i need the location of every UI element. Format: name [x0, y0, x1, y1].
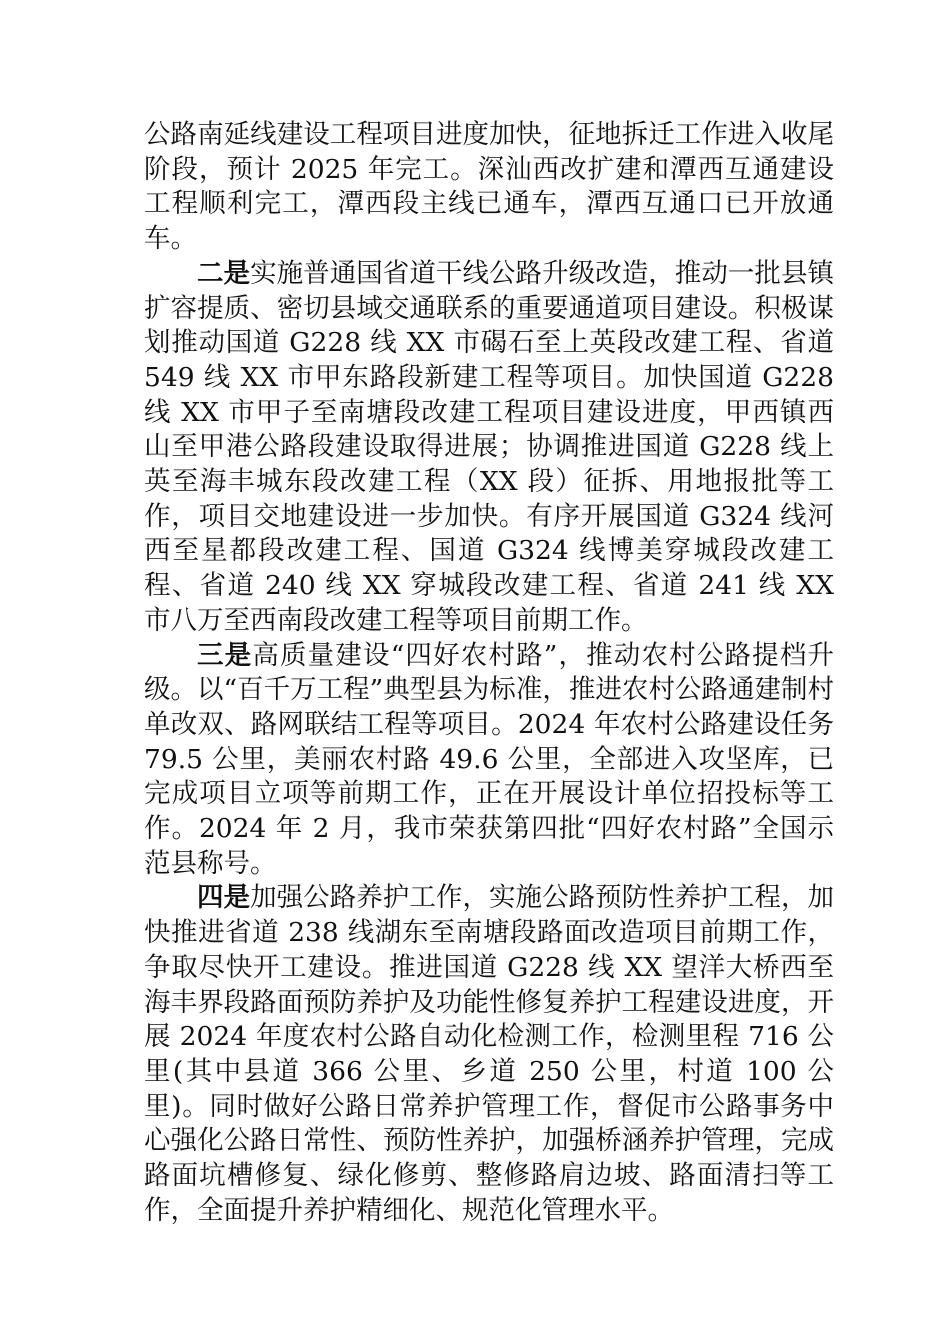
paragraph-text: 高质量建设“四好农村路”，推动农村公路提档升级。以“百千万工程”典型县为标准，推进农村公路通建制村单改双、路网联结工程等项目。2024 年农村公路建设任务 79.5 公里，美丽农村路 49.6 公里，全部进入攻坚库，已完成项目立项等前期工作，正在开展设计单位招投标等工作。2024 年 2 月，我市荣获第四批“四好农村路”全国示范县称号。: [144, 639, 834, 879]
paragraph-item-3: [144, 639, 834, 882]
paragraph-text: 加强公路养护工作，实施公路预防性养护工程，加快推进省道 238 线湖东至南塘段路面改造项目前期工作，争取尽快开工建设。推进国道 G228 线 XX 望洋大桥西至海丰界段路面预防养护及功能性修复养护工程建设进度，开展 2024 年度农村公路自动化检测工作，检测里程 716 公里(其中县道 366 公里、乡道 250 公里，村道 100 公里)。同时做好公路日常养护管理工作，督促市公路事务中心强化公路日常性、预防性养护，加强桥涵养护管理，完成路面坑槽修复、绿化修剪、整修路肩边坡、路面清扫等工作，全面提升养护精细化、规范化管理水平。: [144, 882, 835, 1226]
paragraph-lead: 三是: [197, 639, 253, 671]
paragraph-continuation: [144, 118, 834, 257]
paragraph-lead: 二是: [197, 257, 251, 289]
document-body: [144, 118, 834, 1229]
paragraph-lead: 四是: [197, 882, 251, 914]
paragraph-item-4: [144, 881, 834, 1228]
paragraph-text: 实施普通国省道干线公路升级改造，推动一批县镇扩容提质、密切县域交通联系的重要通道项目建设。积极谋划推动国道 G228 线 XX 市碣石至上英段改建工程、省道 549 线 XX 市甲东路段新建工程等项目。加快国道 G228 线 XX 市甲子至南塘段改建工程项目建设进度，甲西镇西山至甲港公路段建设取得进展；协调推进国道 G228 线上英至海丰城东段改建工程（XX 段）征拆、用地报批等工作，项目交地建设进一步加快。有序开展国道 G324 线河西至星都段改建工程、国道 G324 线博美穿城段改建工程、省道 240 线 XX 穿城段改建工程、省道 241 线 XX 市八万至西南段改建工程等项目前期工作。: [144, 257, 835, 636]
paragraph-item-2: [144, 257, 834, 639]
paragraph-text: 公路南延线建设工程项目进度加快，征地拆迁工作进入收尾阶段，预计 2025 年完工。深汕西改扩建和潭西互通建设工程顺利完工，潭西段主线已通车，潭西互通口已开放通车。: [144, 119, 834, 255]
